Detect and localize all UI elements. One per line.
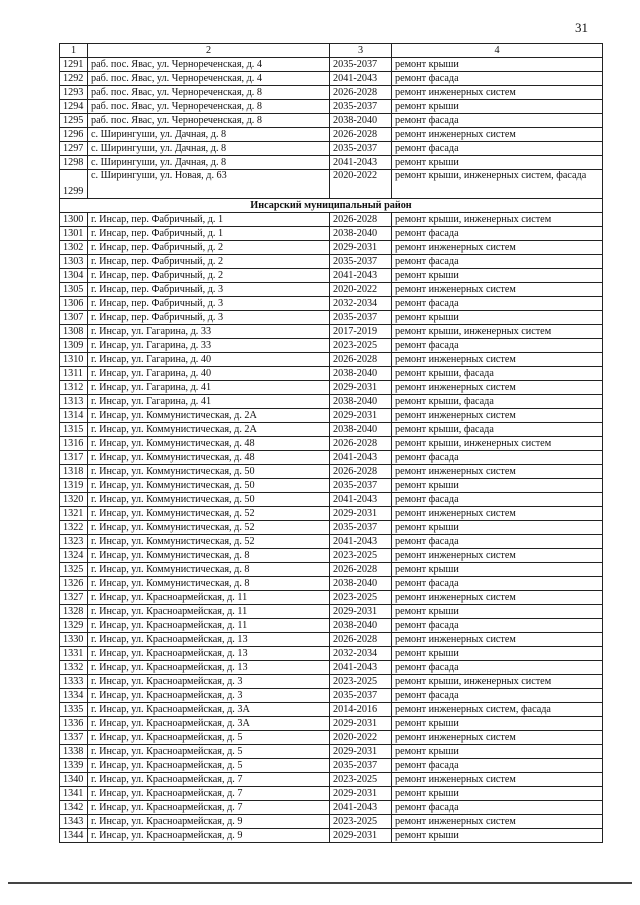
period: 2041-2043 xyxy=(330,451,392,465)
work-type: ремонт инженерных систем xyxy=(392,409,603,423)
work-type: ремонт крыши xyxy=(392,479,603,493)
row-number: 1302 xyxy=(60,241,88,255)
period: 2023-2025 xyxy=(330,549,392,563)
table-row xyxy=(60,283,603,297)
period: 2026-2028 xyxy=(330,437,392,451)
period: 2026-2028 xyxy=(330,128,392,142)
row-number: 1344 xyxy=(60,829,88,843)
period: 2029-2031 xyxy=(330,381,392,395)
period: 2029-2031 xyxy=(330,409,392,423)
row-number: 1305 xyxy=(60,283,88,297)
row-number: 1341 xyxy=(60,787,88,801)
table-row xyxy=(60,577,603,591)
period: 2020-2022 xyxy=(330,170,392,199)
table-row xyxy=(60,86,603,100)
table-row xyxy=(60,535,603,549)
table-row xyxy=(60,227,603,241)
row-number: 1312 xyxy=(60,381,88,395)
row-number: 1333 xyxy=(60,675,88,689)
row-number: 1329 xyxy=(60,619,88,633)
row-number: 1307 xyxy=(60,311,88,325)
address: г. Инсар, ул. Гагарина, д. 40 xyxy=(88,367,330,381)
work-type: ремонт фасада xyxy=(392,142,603,156)
address: г. Инсар, пер. Фабричный, д. 3 xyxy=(88,283,330,297)
address: раб. пос. Явас, ул. Чернореченская, д. 8 xyxy=(88,86,330,100)
period: 2041-2043 xyxy=(330,801,392,815)
column-header: 3 xyxy=(330,44,392,58)
work-type: ремонт инженерных систем, фасада xyxy=(392,703,603,717)
table-row xyxy=(60,759,603,773)
address: г. Инсар, ул. Красноармейская, д. 3 xyxy=(88,675,330,689)
period: 2023-2025 xyxy=(330,339,392,353)
work-type: ремонт крыши xyxy=(392,605,603,619)
work-type: ремонт фасада xyxy=(392,759,603,773)
work-type: ремонт крыши xyxy=(392,521,603,535)
row-number: 1297 xyxy=(60,142,88,156)
address: г. Инсар, ул. Коммунистическая, д. 2А xyxy=(88,409,330,423)
period: 2026-2028 xyxy=(330,86,392,100)
work-type: ремонт крыши xyxy=(392,647,603,661)
row-number: 1339 xyxy=(60,759,88,773)
work-type: ремонт крыши, инженерных систем, фасада xyxy=(392,170,603,199)
row-number: 1291 xyxy=(60,58,88,72)
table-row xyxy=(60,591,603,605)
address: с. Ширингуши, ул. Дачная, д. 8 xyxy=(88,142,330,156)
address: г. Инсар, ул. Коммунистическая, д. 52 xyxy=(88,535,330,549)
row-number: 1315 xyxy=(60,423,88,437)
period: 2029-2031 xyxy=(330,717,392,731)
table-row xyxy=(60,661,603,675)
work-type: ремонт инженерных систем xyxy=(392,381,603,395)
period: 2020-2022 xyxy=(330,731,392,745)
table-row xyxy=(60,801,603,815)
work-type: ремонт инженерных систем xyxy=(392,549,603,563)
period: 2026-2028 xyxy=(330,563,392,577)
period: 2035-2037 xyxy=(330,479,392,493)
table-row xyxy=(60,619,603,633)
table-body xyxy=(60,44,603,843)
period: 2029-2031 xyxy=(330,745,392,759)
work-type: ремонт фасада xyxy=(392,114,603,128)
table-row xyxy=(60,479,603,493)
period: 2023-2025 xyxy=(330,675,392,689)
period: 2035-2037 xyxy=(330,689,392,703)
table-row xyxy=(60,325,603,339)
period: 2035-2037 xyxy=(330,311,392,325)
row-number: 1293 xyxy=(60,86,88,100)
row-number: 1332 xyxy=(60,661,88,675)
work-type: ремонт инженерных систем xyxy=(392,465,603,479)
page-number: 31 xyxy=(575,20,588,35)
address: г. Инсар, ул. Коммунистическая, д. 48 xyxy=(88,451,330,465)
address: г. Инсар, пер. Фабричный, д. 3 xyxy=(88,311,330,325)
table-row xyxy=(60,72,603,86)
period: 2041-2043 xyxy=(330,493,392,507)
row-number: 1324 xyxy=(60,549,88,563)
work-type: ремонт инженерных систем xyxy=(392,633,603,647)
table-row xyxy=(60,815,603,829)
row-number: 1338 xyxy=(60,745,88,759)
address: раб. пос. Явас, ул. Чернореченская, д. 4 xyxy=(88,58,330,72)
work-type: ремонт инженерных систем xyxy=(392,241,603,255)
table-row xyxy=(60,451,603,465)
row-number: 1300 xyxy=(60,213,88,227)
work-type: ремонт крыши, фасада xyxy=(392,367,603,381)
period: 2029-2031 xyxy=(330,241,392,255)
row-number: 1311 xyxy=(60,367,88,381)
table-row xyxy=(60,255,603,269)
row-number: 1319 xyxy=(60,479,88,493)
period: 2041-2043 xyxy=(330,535,392,549)
row-number: 1292 xyxy=(60,72,88,86)
row-number: 1313 xyxy=(60,395,88,409)
address: г. Инсар, ул. Коммунистическая, д. 50 xyxy=(88,493,330,507)
period: 2032-2034 xyxy=(330,647,392,661)
address: г. Инсар, пер. Фабричный, д. 1 xyxy=(88,213,330,227)
row-number: 1317 xyxy=(60,451,88,465)
address: раб. пос. Явас, ул. Чернореченская, д. 8 xyxy=(88,100,330,114)
row-number: 1323 xyxy=(60,535,88,549)
address: г. Инсар, ул. Коммунистическая, д. 8 xyxy=(88,577,330,591)
address: г. Инсар, ул. Красноармейская, д. 3 xyxy=(88,689,330,703)
address: г. Инсар, пер. Фабричный, д. 1 xyxy=(88,227,330,241)
work-type: ремонт фасада xyxy=(392,801,603,815)
work-type: ремонт крыши, инженерных систем xyxy=(392,675,603,689)
row-number: 1336 xyxy=(60,717,88,731)
address: г. Инсар, ул. Красноармейская, д. 11 xyxy=(88,619,330,633)
work-type: ремонт крыши, инженерных систем xyxy=(392,325,603,339)
work-type: ремонт инженерных систем xyxy=(392,128,603,142)
row-number: 1327 xyxy=(60,591,88,605)
row-number: 1309 xyxy=(60,339,88,353)
address: г. Инсар, ул. Коммунистическая, д. 50 xyxy=(88,479,330,493)
table-row xyxy=(60,297,603,311)
work-type: ремонт фасада xyxy=(392,339,603,353)
table-row xyxy=(60,829,603,843)
column-header: 4 xyxy=(392,44,603,58)
table-row xyxy=(60,213,603,227)
period: 2041-2043 xyxy=(330,72,392,86)
address: г. Инсар, ул. Красноармейская, д. 11 xyxy=(88,591,330,605)
address: г. Инсар, ул. Красноармейская, д. 11 xyxy=(88,605,330,619)
address: г. Инсар, ул. Красноармейская, д. 13 xyxy=(88,661,330,675)
table-row xyxy=(60,100,603,114)
address: г. Инсар, пер. Фабричный, д. 2 xyxy=(88,269,330,283)
address: г. Инсар, ул. Красноармейская, д. 3А xyxy=(88,717,330,731)
table-row xyxy=(60,787,603,801)
work-type: ремонт инженерных систем xyxy=(392,815,603,829)
table-row xyxy=(60,423,603,437)
table-row xyxy=(60,241,603,255)
period: 2038-2040 xyxy=(330,227,392,241)
work-type: ремонт крыши, фасада xyxy=(392,423,603,437)
table-row xyxy=(60,647,603,661)
address: г. Инсар, ул. Коммунистическая, д. 52 xyxy=(88,521,330,535)
row-number: 1301 xyxy=(60,227,88,241)
address: г. Инсар, ул. Красноармейская, д. 5 xyxy=(88,759,330,773)
table-row xyxy=(60,745,603,759)
table-row xyxy=(60,465,603,479)
period: 2035-2037 xyxy=(330,521,392,535)
work-type: ремонт крыши xyxy=(392,58,603,72)
row-number: 1340 xyxy=(60,773,88,787)
table-row xyxy=(60,339,603,353)
row-number: 1328 xyxy=(60,605,88,619)
work-type: ремонт крыши xyxy=(392,100,603,114)
table-row xyxy=(60,717,603,731)
work-type: ремонт крыши xyxy=(392,829,603,843)
row-number: 1331 xyxy=(60,647,88,661)
period: 2035-2037 xyxy=(330,58,392,72)
row-number: 1299 xyxy=(60,170,88,199)
address: г. Инсар, ул. Коммунистическая, д. 52 xyxy=(88,507,330,521)
work-type: ремонт крыши xyxy=(392,269,603,283)
table-row xyxy=(60,381,603,395)
row-number: 1314 xyxy=(60,409,88,423)
table-row xyxy=(60,128,603,142)
table-row xyxy=(60,675,603,689)
address: г. Инсар, ул. Коммунистическая, д. 48 xyxy=(88,437,330,451)
period: 2026-2028 xyxy=(330,353,392,367)
period: 2041-2043 xyxy=(330,156,392,170)
address: г. Инсар, ул. Красноармейская, д. 5 xyxy=(88,745,330,759)
work-type: ремонт инженерных систем xyxy=(392,283,603,297)
table-row xyxy=(60,773,603,787)
table-row xyxy=(60,269,603,283)
period: 2038-2040 xyxy=(330,577,392,591)
period: 2035-2037 xyxy=(330,255,392,269)
table-row xyxy=(60,156,603,170)
row-number: 1334 xyxy=(60,689,88,703)
row-number: 1342 xyxy=(60,801,88,815)
table-header-row xyxy=(60,44,603,58)
period: 2035-2037 xyxy=(330,142,392,156)
work-type: ремонт фасада xyxy=(392,493,603,507)
table-row xyxy=(60,395,603,409)
address: г. Инсар, ул. Красноармейская, д. 13 xyxy=(88,647,330,661)
address: г. Инсар, ул. Гагарина, д. 33 xyxy=(88,325,330,339)
work-type: ремонт крыши xyxy=(392,787,603,801)
work-type: ремонт инженерных систем xyxy=(392,353,603,367)
section-header-row xyxy=(60,199,603,213)
period: 2026-2028 xyxy=(330,633,392,647)
work-type: ремонт фасада xyxy=(392,255,603,269)
period: 2041-2043 xyxy=(330,269,392,283)
work-type: ремонт крыши, инженерных систем xyxy=(392,213,603,227)
period: 2029-2031 xyxy=(330,829,392,843)
repair-schedule-table xyxy=(59,43,603,843)
row-number: 1316 xyxy=(60,437,88,451)
work-type: ремонт фасада xyxy=(392,689,603,703)
work-type: ремонт крыши xyxy=(392,311,603,325)
period: 2026-2028 xyxy=(330,213,392,227)
row-number: 1295 xyxy=(60,114,88,128)
period: 2035-2037 xyxy=(330,100,392,114)
address: г. Инсар, ул. Красноармейская, д. 7 xyxy=(88,773,330,787)
period: 2038-2040 xyxy=(330,619,392,633)
work-type: ремонт фасада xyxy=(392,72,603,86)
address: г. Инсар, ул. Коммунистическая, д. 8 xyxy=(88,549,330,563)
row-number: 1306 xyxy=(60,297,88,311)
work-type: ремонт крыши xyxy=(392,717,603,731)
period: 2023-2025 xyxy=(330,591,392,605)
table-row xyxy=(60,142,603,156)
table-row xyxy=(60,563,603,577)
work-type: ремонт инженерных систем xyxy=(392,507,603,521)
period: 2032-2034 xyxy=(330,297,392,311)
address: г. Инсар, пер. Фабричный, д. 2 xyxy=(88,255,330,269)
table-row xyxy=(60,437,603,451)
period: 2038-2040 xyxy=(330,367,392,381)
address: г. Инсар, ул. Красноармейская, д. 9 xyxy=(88,829,330,843)
table-row xyxy=(60,731,603,745)
period: 2014-2016 xyxy=(330,703,392,717)
row-number: 1318 xyxy=(60,465,88,479)
page-bottom-border xyxy=(8,882,632,884)
table-row xyxy=(60,703,603,717)
row-number: 1322 xyxy=(60,521,88,535)
work-type: ремонт фасада xyxy=(392,535,603,549)
table-row xyxy=(60,549,603,563)
table-row xyxy=(60,170,603,199)
period: 2023-2025 xyxy=(330,773,392,787)
address: г. Инсар, ул. Красноармейская, д. 3А xyxy=(88,703,330,717)
table-row xyxy=(60,493,603,507)
address: г. Инсар, ул. Коммунистическая, д. 2А xyxy=(88,423,330,437)
period: 2038-2040 xyxy=(330,423,392,437)
period: 2023-2025 xyxy=(330,815,392,829)
work-type: ремонт крыши xyxy=(392,156,603,170)
address: г. Инсар, ул. Гагарина, д. 41 xyxy=(88,381,330,395)
work-type: ремонт фасада xyxy=(392,619,603,633)
period: 2038-2040 xyxy=(330,114,392,128)
table-row xyxy=(60,367,603,381)
table-row xyxy=(60,58,603,72)
row-number: 1298 xyxy=(60,156,88,170)
table-row xyxy=(60,353,603,367)
row-number: 1304 xyxy=(60,269,88,283)
row-number: 1330 xyxy=(60,633,88,647)
work-type: ремонт инженерных систем xyxy=(392,86,603,100)
period: 2020-2022 xyxy=(330,283,392,297)
period: 2035-2037 xyxy=(330,759,392,773)
address: г. Инсар, пер. Фабричный, д. 3 xyxy=(88,297,330,311)
row-number: 1326 xyxy=(60,577,88,591)
row-number: 1294 xyxy=(60,100,88,114)
row-number: 1320 xyxy=(60,493,88,507)
period: 2029-2031 xyxy=(330,787,392,801)
row-number: 1343 xyxy=(60,815,88,829)
column-header: 2 xyxy=(88,44,330,58)
table-row xyxy=(60,605,603,619)
row-number: 1337 xyxy=(60,731,88,745)
address: г. Инсар, ул. Гагарина, д. 40 xyxy=(88,353,330,367)
table-row xyxy=(60,409,603,423)
table-row xyxy=(60,507,603,521)
period: 2017-2019 xyxy=(330,325,392,339)
address: раб. пос. Явас, ул. Чернореченская, д. 8 xyxy=(88,114,330,128)
row-number: 1321 xyxy=(60,507,88,521)
address: г. Инсар, ул. Красноармейская, д. 9 xyxy=(88,815,330,829)
row-number: 1335 xyxy=(60,703,88,717)
work-type: ремонт крыши, инженерных систем xyxy=(392,437,603,451)
address: г. Инсар, ул. Красноармейская, д. 5 xyxy=(88,731,330,745)
work-type: ремонт крыши, фасада xyxy=(392,395,603,409)
work-type: ремонт фасада xyxy=(392,297,603,311)
address: раб. пос. Явас, ул. Чернореченская, д. 4 xyxy=(88,72,330,86)
period: 2038-2040 xyxy=(330,395,392,409)
work-type: ремонт инженерных систем xyxy=(392,731,603,745)
repair-schedule-table-container xyxy=(59,43,602,843)
column-header: 1 xyxy=(60,44,88,58)
row-number: 1310 xyxy=(60,353,88,367)
table-row xyxy=(60,633,603,647)
address: г. Инсар, ул. Красноармейская, д. 7 xyxy=(88,801,330,815)
period: 2029-2031 xyxy=(330,507,392,521)
table-row xyxy=(60,311,603,325)
address: с. Ширингуши, ул. Дачная, д. 8 xyxy=(88,156,330,170)
address: г. Инсар, пер. Фабричный, д. 2 xyxy=(88,241,330,255)
work-type: ремонт инженерных систем xyxy=(392,773,603,787)
period: 2029-2031 xyxy=(330,605,392,619)
work-type: ремонт фасада xyxy=(392,577,603,591)
address: с. Ширингуши, ул. Новая, д. 63 xyxy=(88,170,330,199)
address: г. Инсар, ул. Гагарина, д. 41 xyxy=(88,395,330,409)
period: 2026-2028 xyxy=(330,465,392,479)
work-type: ремонт фасада xyxy=(392,227,603,241)
table-row xyxy=(60,689,603,703)
row-number: 1308 xyxy=(60,325,88,339)
address: г. Инсар, ул. Красноармейская, д. 13 xyxy=(88,633,330,647)
row-number: 1325 xyxy=(60,563,88,577)
work-type: ремонт инженерных систем xyxy=(392,591,603,605)
section-title: Инсарский муниципальный район xyxy=(60,199,603,213)
address: г. Инсар, ул. Гагарина, д. 33 xyxy=(88,339,330,353)
work-type: ремонт фасада xyxy=(392,451,603,465)
work-type: ремонт крыши xyxy=(392,563,603,577)
address: с. Ширингуши, ул. Дачная, д. 8 xyxy=(88,128,330,142)
table-row xyxy=(60,521,603,535)
address: г. Инсар, ул. Красноармейская, д. 7 xyxy=(88,787,330,801)
work-type: ремонт крыши xyxy=(392,745,603,759)
address: г. Инсар, ул. Коммунистическая, д. 8 xyxy=(88,563,330,577)
period: 2041-2043 xyxy=(330,661,392,675)
table-row xyxy=(60,114,603,128)
row-number: 1303 xyxy=(60,255,88,269)
address: г. Инсар, ул. Коммунистическая, д. 50 xyxy=(88,465,330,479)
work-type: ремонт фасада xyxy=(392,661,603,675)
row-number: 1296 xyxy=(60,128,88,142)
